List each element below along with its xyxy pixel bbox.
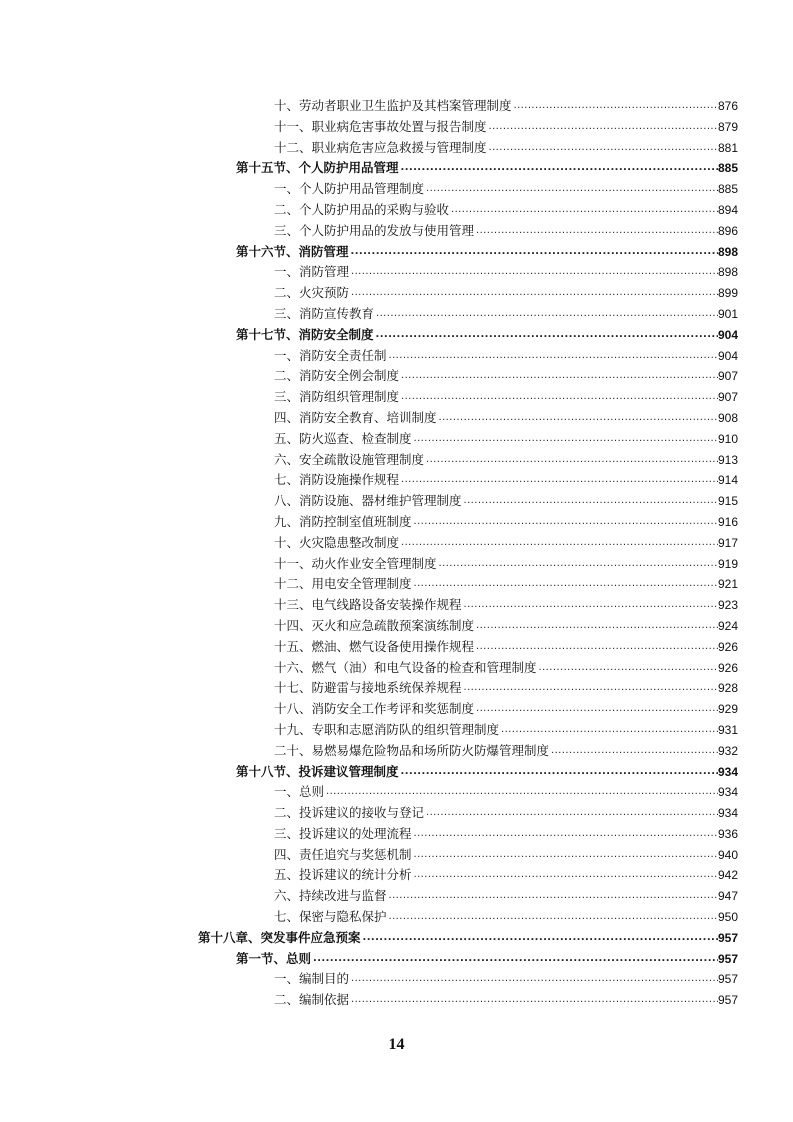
dot-leader	[487, 138, 718, 159]
toc-item-entry[interactable]	[0, 907, 738, 928]
dot-leader	[412, 512, 718, 533]
toc-entry-title: 二、火灾预防	[274, 285, 350, 301]
dot-leader	[512, 96, 718, 117]
toc-entry-page: 926	[717, 660, 738, 675]
toc-entry-title: 第十六节、消防管理	[236, 243, 349, 259]
toc-entry-page: 932	[717, 743, 738, 758]
toc-item-entry[interactable]	[0, 616, 738, 637]
dot-leader	[412, 845, 718, 866]
dot-leader	[412, 429, 718, 450]
toc-entry-page: 928	[717, 681, 738, 696]
toc-item-entry[interactable]	[0, 366, 738, 387]
toc-entry-page: 940	[717, 847, 738, 862]
toc-entry-page: 929	[717, 702, 738, 717]
toc-section-entry[interactable]	[0, 949, 738, 970]
toc-entry-page: 913	[717, 452, 738, 467]
toc-entry-page: 916	[717, 514, 738, 529]
toc-entry-title: 十五、燃油、燃气设备使用操作规程	[274, 638, 475, 654]
toc-entry-title: 八、消防设施、器材维护管理制度	[274, 493, 462, 509]
toc-entry-page: 926	[717, 639, 738, 654]
toc-entry-page: 934	[717, 764, 738, 779]
dot-leader	[387, 346, 718, 367]
toc-entry-title: 二十、易燃易爆危险物品和场所防火防爆管理制度	[274, 742, 550, 758]
dot-leader	[361, 928, 718, 949]
table-of-contents	[0, 96, 793, 1011]
toc-entry-title: 五、防火巡查、检查制度	[274, 430, 412, 446]
toc-entry-title: 十四、灭火和应急疏散预案演练制度	[274, 617, 475, 633]
toc-entry-title: 六、持续改进与监督	[274, 888, 387, 904]
dot-leader	[349, 242, 718, 263]
toc-entry-page: 904	[717, 327, 738, 342]
toc-entry-page: 919	[717, 556, 738, 571]
toc-entry-title: 十九、专职和志愿消防队的组织管理制度	[274, 721, 500, 737]
toc-entry-page: 898	[717, 244, 738, 259]
toc-entry-title: 二、编制依据	[274, 992, 350, 1008]
dot-leader	[399, 762, 718, 783]
toc-entry-title: 三、个人防护用品的发放与使用管理	[274, 222, 475, 238]
toc-section-entry[interactable]	[0, 242, 738, 263]
toc-entry-page: 907	[717, 369, 738, 384]
toc-entry-title: 一、编制目的	[274, 971, 350, 987]
toc-entry-title: 一、消防管理	[274, 264, 350, 280]
page-number: 14	[388, 1036, 405, 1053]
toc-item-entry[interactable]	[0, 990, 738, 1011]
toc-entry-title: 十一、职业病危害事故处置与报告制度	[274, 118, 487, 134]
toc-item-entry[interactable]	[0, 304, 738, 325]
dot-leader	[349, 283, 718, 304]
toc-entry-title: 十、劳动者职业卫生监护及其档案管理制度	[274, 98, 512, 113]
dot-leader	[499, 720, 718, 741]
toc-entry-page: 885	[717, 182, 738, 197]
toc-entry-page: 896	[717, 223, 738, 238]
toc-entry-page: 957	[717, 972, 738, 987]
toc-entry-page: 957	[717, 993, 738, 1008]
toc-item-entry[interactable]	[0, 200, 738, 221]
toc-section-entry[interactable]	[0, 762, 738, 783]
toc-entry-page: 942	[717, 868, 738, 883]
toc-item-entry[interactable]	[0, 803, 738, 824]
toc-item-entry[interactable]	[0, 179, 738, 200]
toc-entry-page: 947	[717, 889, 738, 904]
dot-leader	[387, 886, 718, 907]
toc-item-entry[interactable]	[0, 533, 738, 554]
toc-entry-title: 十、火灾隐患整改制度	[274, 534, 400, 550]
toc-entry-page: 899	[717, 286, 738, 301]
toc-entry-page: 957	[717, 951, 738, 966]
toc-item-entry[interactable]	[0, 554, 738, 575]
dot-leader	[424, 450, 718, 471]
toc-entry-title: 七、保密与隐私保护	[274, 909, 387, 925]
toc-entry-page: 901	[717, 306, 738, 321]
toc-entry-page: 917	[717, 535, 738, 550]
dot-leader	[399, 366, 718, 387]
toc-entry-page: 923	[717, 598, 738, 613]
toc-entry-page: 876	[717, 99, 738, 113]
dot-leader	[462, 491, 718, 512]
toc-entry-title: 第一节、总则	[236, 950, 312, 966]
dot-leader	[399, 470, 718, 491]
dot-leader	[374, 325, 718, 346]
dot-leader	[374, 304, 718, 325]
toc-entry-title: 一、个人防护用品管理制度	[274, 181, 425, 197]
toc-entry-title: 六、安全疏散设施管理制度	[274, 451, 425, 467]
toc-section-entry[interactable]	[0, 325, 738, 346]
toc-entry-title: 九、消防控制室值班制度	[274, 513, 412, 529]
toc-item-entry[interactable]	[0, 96, 738, 117]
toc-entry-page: 950	[717, 910, 738, 925]
dot-leader	[424, 803, 718, 824]
toc-item-entry[interactable]	[0, 699, 738, 720]
toc-entry-page: 924	[717, 618, 738, 633]
dot-leader	[311, 949, 718, 970]
toc-item-entry[interactable]	[0, 574, 738, 595]
dot-leader	[412, 574, 718, 595]
toc-entry-title: 三、投诉建议的处理流程	[274, 825, 412, 841]
toc-entry-title: 三、消防宣传教育	[274, 305, 375, 321]
toc-item-entry[interactable]	[0, 782, 738, 803]
toc-entry-title: 二、个人防护用品的采购与验收	[274, 201, 450, 217]
toc-item-entry[interactable]	[0, 969, 738, 990]
toc-entry-title: 二、消防安全例会制度	[274, 368, 400, 384]
toc-entry-title: 第十五节、个人防护用品管理	[236, 160, 399, 176]
dot-leader	[474, 616, 718, 637]
dot-leader	[474, 637, 718, 658]
toc-entry-page: 914	[717, 473, 738, 488]
toc-entry-title: 十六、燃气（油）和电气设备的检查和管理制度	[274, 659, 537, 675]
toc-entry-page: 957	[717, 930, 738, 945]
dot-leader	[349, 969, 718, 990]
toc-entry-page: 879	[717, 119, 738, 134]
dot-leader	[387, 907, 718, 928]
toc-item-entry[interactable]	[0, 678, 738, 699]
toc-entry-title: 十二、用电安全管理制度	[274, 576, 412, 592]
toc-item-entry[interactable]	[0, 741, 738, 762]
toc-item-entry[interactable]	[0, 450, 738, 471]
toc-entry-page: 881	[717, 140, 738, 155]
toc-entry-title: 三、消防组织管理制度	[274, 389, 400, 405]
dot-leader	[412, 824, 718, 845]
toc-entry-title: 十一、动火作业安全管理制度	[274, 555, 437, 571]
toc-entry-title: 四、消防安全教育、培训制度	[274, 409, 437, 425]
dot-leader	[462, 678, 718, 699]
toc-item-entry[interactable]	[0, 429, 738, 450]
dot-leader	[537, 658, 718, 679]
dot-leader	[462, 595, 718, 616]
toc-entry-page: 915	[717, 494, 738, 509]
toc-item-entry[interactable]	[0, 658, 738, 679]
toc-item-entry[interactable]	[0, 865, 738, 886]
toc-entry-title: 二、投诉建议的接收与登记	[274, 805, 425, 821]
dot-leader	[474, 221, 718, 242]
toc-entry-title: 十二、职业病危害应急救援与管理制度	[274, 139, 487, 155]
dot-leader	[324, 782, 718, 803]
toc-entry-title: 一、总则	[274, 784, 325, 800]
toc-item-entry[interactable]	[0, 408, 738, 429]
toc-item-entry[interactable]	[0, 845, 738, 866]
toc-item-entry[interactable]	[0, 491, 738, 512]
toc-item-entry[interactable]	[0, 637, 738, 658]
toc-entry-page: 898	[717, 265, 738, 280]
toc-entry-page: 904	[717, 348, 738, 363]
dot-leader	[399, 533, 718, 554]
toc-item-entry[interactable]	[0, 262, 738, 283]
toc-entry-title: 第十八节、投诉建议管理制度	[236, 763, 399, 779]
toc-entry-page: 894	[717, 202, 738, 217]
dot-leader	[412, 865, 718, 886]
toc-entry-title: 第十八章、突发事件应急预案	[198, 929, 361, 945]
toc-entry-title: 四、责任追究与奖惩机制	[274, 846, 412, 862]
toc-item-entry[interactable]	[0, 824, 738, 845]
toc-section-entry[interactable]	[0, 158, 738, 179]
toc-item-entry[interactable]	[0, 346, 738, 367]
toc-item-entry[interactable]	[0, 470, 738, 491]
dot-leader	[437, 408, 718, 429]
toc-entry-page: 907	[717, 390, 738, 405]
toc-entry-title: 七、消防设施操作规程	[274, 472, 400, 488]
toc-entry-page: 921	[717, 577, 738, 592]
toc-entry-page: 934	[717, 785, 738, 800]
toc-entry-page: 936	[717, 826, 738, 841]
toc-entry-title: 十七、防避雷与接地系统保养规程	[274, 680, 462, 696]
toc-entry-title: 十八、消防安全工作考评和奖惩制度	[274, 701, 475, 717]
toc-entry-title: 十三、电气线路设备安装操作规程	[274, 597, 462, 613]
dot-leader	[449, 200, 718, 221]
toc-entry-title: 一、消防安全责任制	[274, 347, 387, 363]
toc-entry-page: 908	[717, 410, 738, 425]
dot-leader	[487, 117, 718, 138]
toc-entry-page: 931	[717, 722, 738, 737]
toc-item-entry[interactable]	[0, 595, 738, 616]
dot-leader	[474, 699, 718, 720]
dot-leader	[399, 387, 718, 408]
dot-leader	[349, 990, 718, 1011]
toc-entry-page: 910	[717, 431, 738, 446]
toc-item-entry[interactable]	[0, 283, 738, 304]
toc-entry-page: 885	[717, 161, 738, 176]
toc-item-entry[interactable]	[0, 720, 738, 741]
toc-entry-title: 五、投诉建议的统计分析	[274, 867, 412, 883]
toc-entry-title: 第十七节、消防安全制度	[236, 326, 374, 342]
toc-item-entry[interactable]	[0, 512, 738, 533]
toc-item-entry[interactable]	[0, 221, 738, 242]
toc-entry-page: 934	[717, 806, 738, 821]
dot-leader	[349, 262, 718, 283]
dot-leader	[424, 179, 718, 200]
toc-item-entry[interactable]	[0, 117, 738, 138]
toc-item-entry[interactable]	[0, 387, 738, 408]
dot-leader	[399, 158, 718, 179]
dot-leader	[549, 741, 718, 762]
dot-leader	[437, 554, 718, 575]
toc-item-entry[interactable]	[0, 886, 738, 907]
toc-chapter-entry[interactable]	[0, 928, 738, 949]
toc-item-entry[interactable]	[0, 138, 738, 159]
